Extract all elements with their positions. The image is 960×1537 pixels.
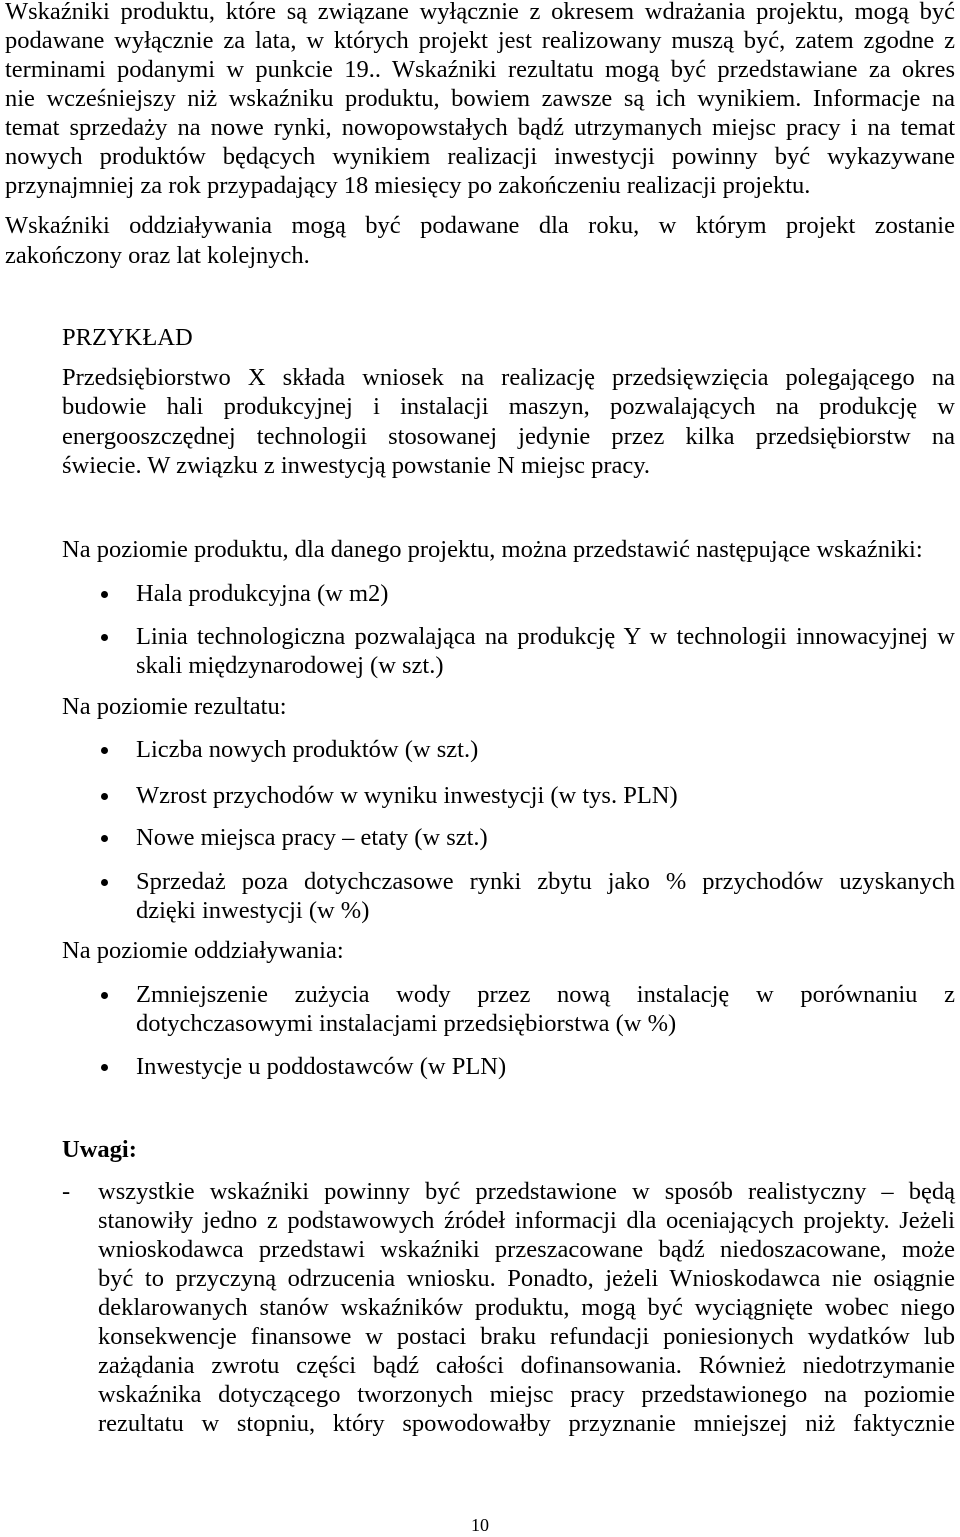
indicator-text: dzięki inwestycji (w %) — [136, 897, 370, 924]
bullet-icon — [101, 1064, 108, 1071]
indicator-item — [136, 980, 955, 1038]
text-line: Przedsiębiorstwo X składa wniosek na realizację przedsięwzięcia polegającego na — [62, 364, 955, 391]
text-line: Wskaźniki oddziaływania mogą być podawane dla roku, w którym projekt zostanie — [5, 212, 955, 239]
text-line: deklarowanych stanów wskaźników produktu, mogą być wyciągnięte wobec niego — [98, 1294, 955, 1321]
text-line: temat sprzedaży na nowe rynki, nowopowstałych bądź utrzymanych miejsc pracy i na temat — [5, 114, 955, 141]
indicator-item — [136, 823, 955, 852]
text-line: być to przyczyną odrzucenia wniosku. Ponadto, jeżeli Wnioskodawca nie osiągnie — [98, 1265, 955, 1292]
text-line: świecie. W związku z inwestycją powstanie N miejsc pracy. — [62, 451, 651, 479]
bullet-icon — [101, 879, 108, 886]
page-number: 10 — [471, 1515, 489, 1535]
indicator-text: Nowe miejsca pracy – etaty (w szt.) — [136, 824, 488, 851]
indicator-text: Zmniejszenie zużycia wody przez nową instalację w porównaniu z — [136, 981, 955, 1008]
text-line: nie wcześniejszy niż wskaźniku produktu, bowiem zawsze są ich wynikiem. Informacje na — [5, 85, 955, 112]
bullet-icon — [101, 793, 108, 800]
text-line: rezultatu w stopniu, który spowodowałby przyznanie mniejszej niż faktycznie — [98, 1410, 955, 1437]
text-line: przynajmniej za rok przypadający 18 miesięcy po zakończeniu realizacji projektu. — [5, 172, 811, 199]
bullet-icon — [101, 747, 108, 754]
bullet-icon — [101, 992, 108, 999]
text-line: energooszczędnej technologii stosowanej jedynie przez kilka przedsiębiorstw na — [62, 422, 955, 450]
indicator-item — [136, 579, 955, 608]
indicator-item — [136, 622, 955, 680]
product-level-label: Na poziomie produktu, dla danego projektu, można przedstawić następujące wskaźniki: — [62, 536, 923, 563]
text-line: terminami podanymi w punkcie 19.. Wskaźniki rezultatu mogą być przedstawiane za okres — [5, 56, 955, 83]
indicator-text: Linia technologiczna pozwalająca na produkcję Y w technologii innowacyjnej w — [136, 623, 955, 650]
notes-heading: Uwagi: — [62, 1136, 137, 1163]
bullet-icon — [101, 634, 108, 641]
bullet-icon — [101, 835, 108, 842]
indicator-item — [136, 781, 955, 810]
text-line: konsekwencje finansowe w postaci braku refundacji poniesionych wydatków lub — [98, 1323, 955, 1350]
indicator-text: Hala produkcyjna (w m2) — [136, 580, 389, 607]
bullet-icon — [101, 591, 108, 598]
intro-paragraph-1 — [5, 0, 955, 200]
text-line: budowie hali produkcyjnej i instalacji maszyn, pozwalających na produkcję w — [62, 393, 955, 421]
indicator-text: Inwestycje u poddostawców (w PLN) — [136, 1053, 507, 1080]
result-level-label: Na poziomie rezultatu: — [62, 693, 287, 720]
indicator-text: Wzrost przychodów w wyniku inwestycji (w tys. PLN) — [136, 782, 678, 809]
text-line: podawane wyłącznie za lata, w których projekt jest realizowany muszą być, zatem zgodne z — [5, 27, 955, 54]
indicator-text: Liczba nowych produktów (w szt.) — [136, 736, 479, 763]
indicator-text: dotychczasowymi instalacjami przedsiębiorstwa (w %) — [136, 1010, 677, 1037]
indicator-item — [136, 867, 955, 925]
text-line: wnioskodawca przedstawi wskaźniki przeszacowane bądź niedoszacowane, może — [98, 1236, 955, 1263]
text-line: wskaźnika dotyczącego tworzonych miejsc pracy przedstawionego na poziomie — [98, 1381, 955, 1408]
notes-item — [98, 1177, 955, 1438]
example-heading: PRZYKŁAD — [62, 324, 193, 351]
text-line: zażądania zwrotu części bądź całości dofinansowania. Również niedotrzymanie — [98, 1352, 955, 1379]
indicator-item — [136, 735, 955, 764]
indicator-text: skali międzynarodowej (w szt.) — [136, 652, 444, 679]
indicator-item — [136, 1052, 955, 1081]
example-description — [62, 363, 955, 480]
text-line: nowych produktów będących wynikiem realizacji inwestycji powinny być wykazywane — [5, 143, 955, 170]
text-line: zakończony oraz lat kolejnych. — [5, 242, 310, 269]
indicator-text: Sprzedaż poza dotychczasowe rynki zbytu jako % przychodów uzyskanych — [136, 868, 955, 895]
text-line: Wskaźniki produktu, które są związane wyłącznie z okresem wdrażania projektu, mogą być — [5, 0, 955, 25]
text-line: stanowiły jedno z podstawowych źródeł informacji dla oceniających projekty. Jeżeli — [98, 1207, 955, 1234]
notes-list-marker: - — [62, 1178, 71, 1205]
text-line: wszystkie wskaźniki powinny być przedstawione w sposób realistyczny – będą — [98, 1178, 955, 1205]
impact-level-label: Na poziomie oddziaływania: — [62, 937, 344, 964]
intro-paragraph-2 — [5, 211, 955, 271]
